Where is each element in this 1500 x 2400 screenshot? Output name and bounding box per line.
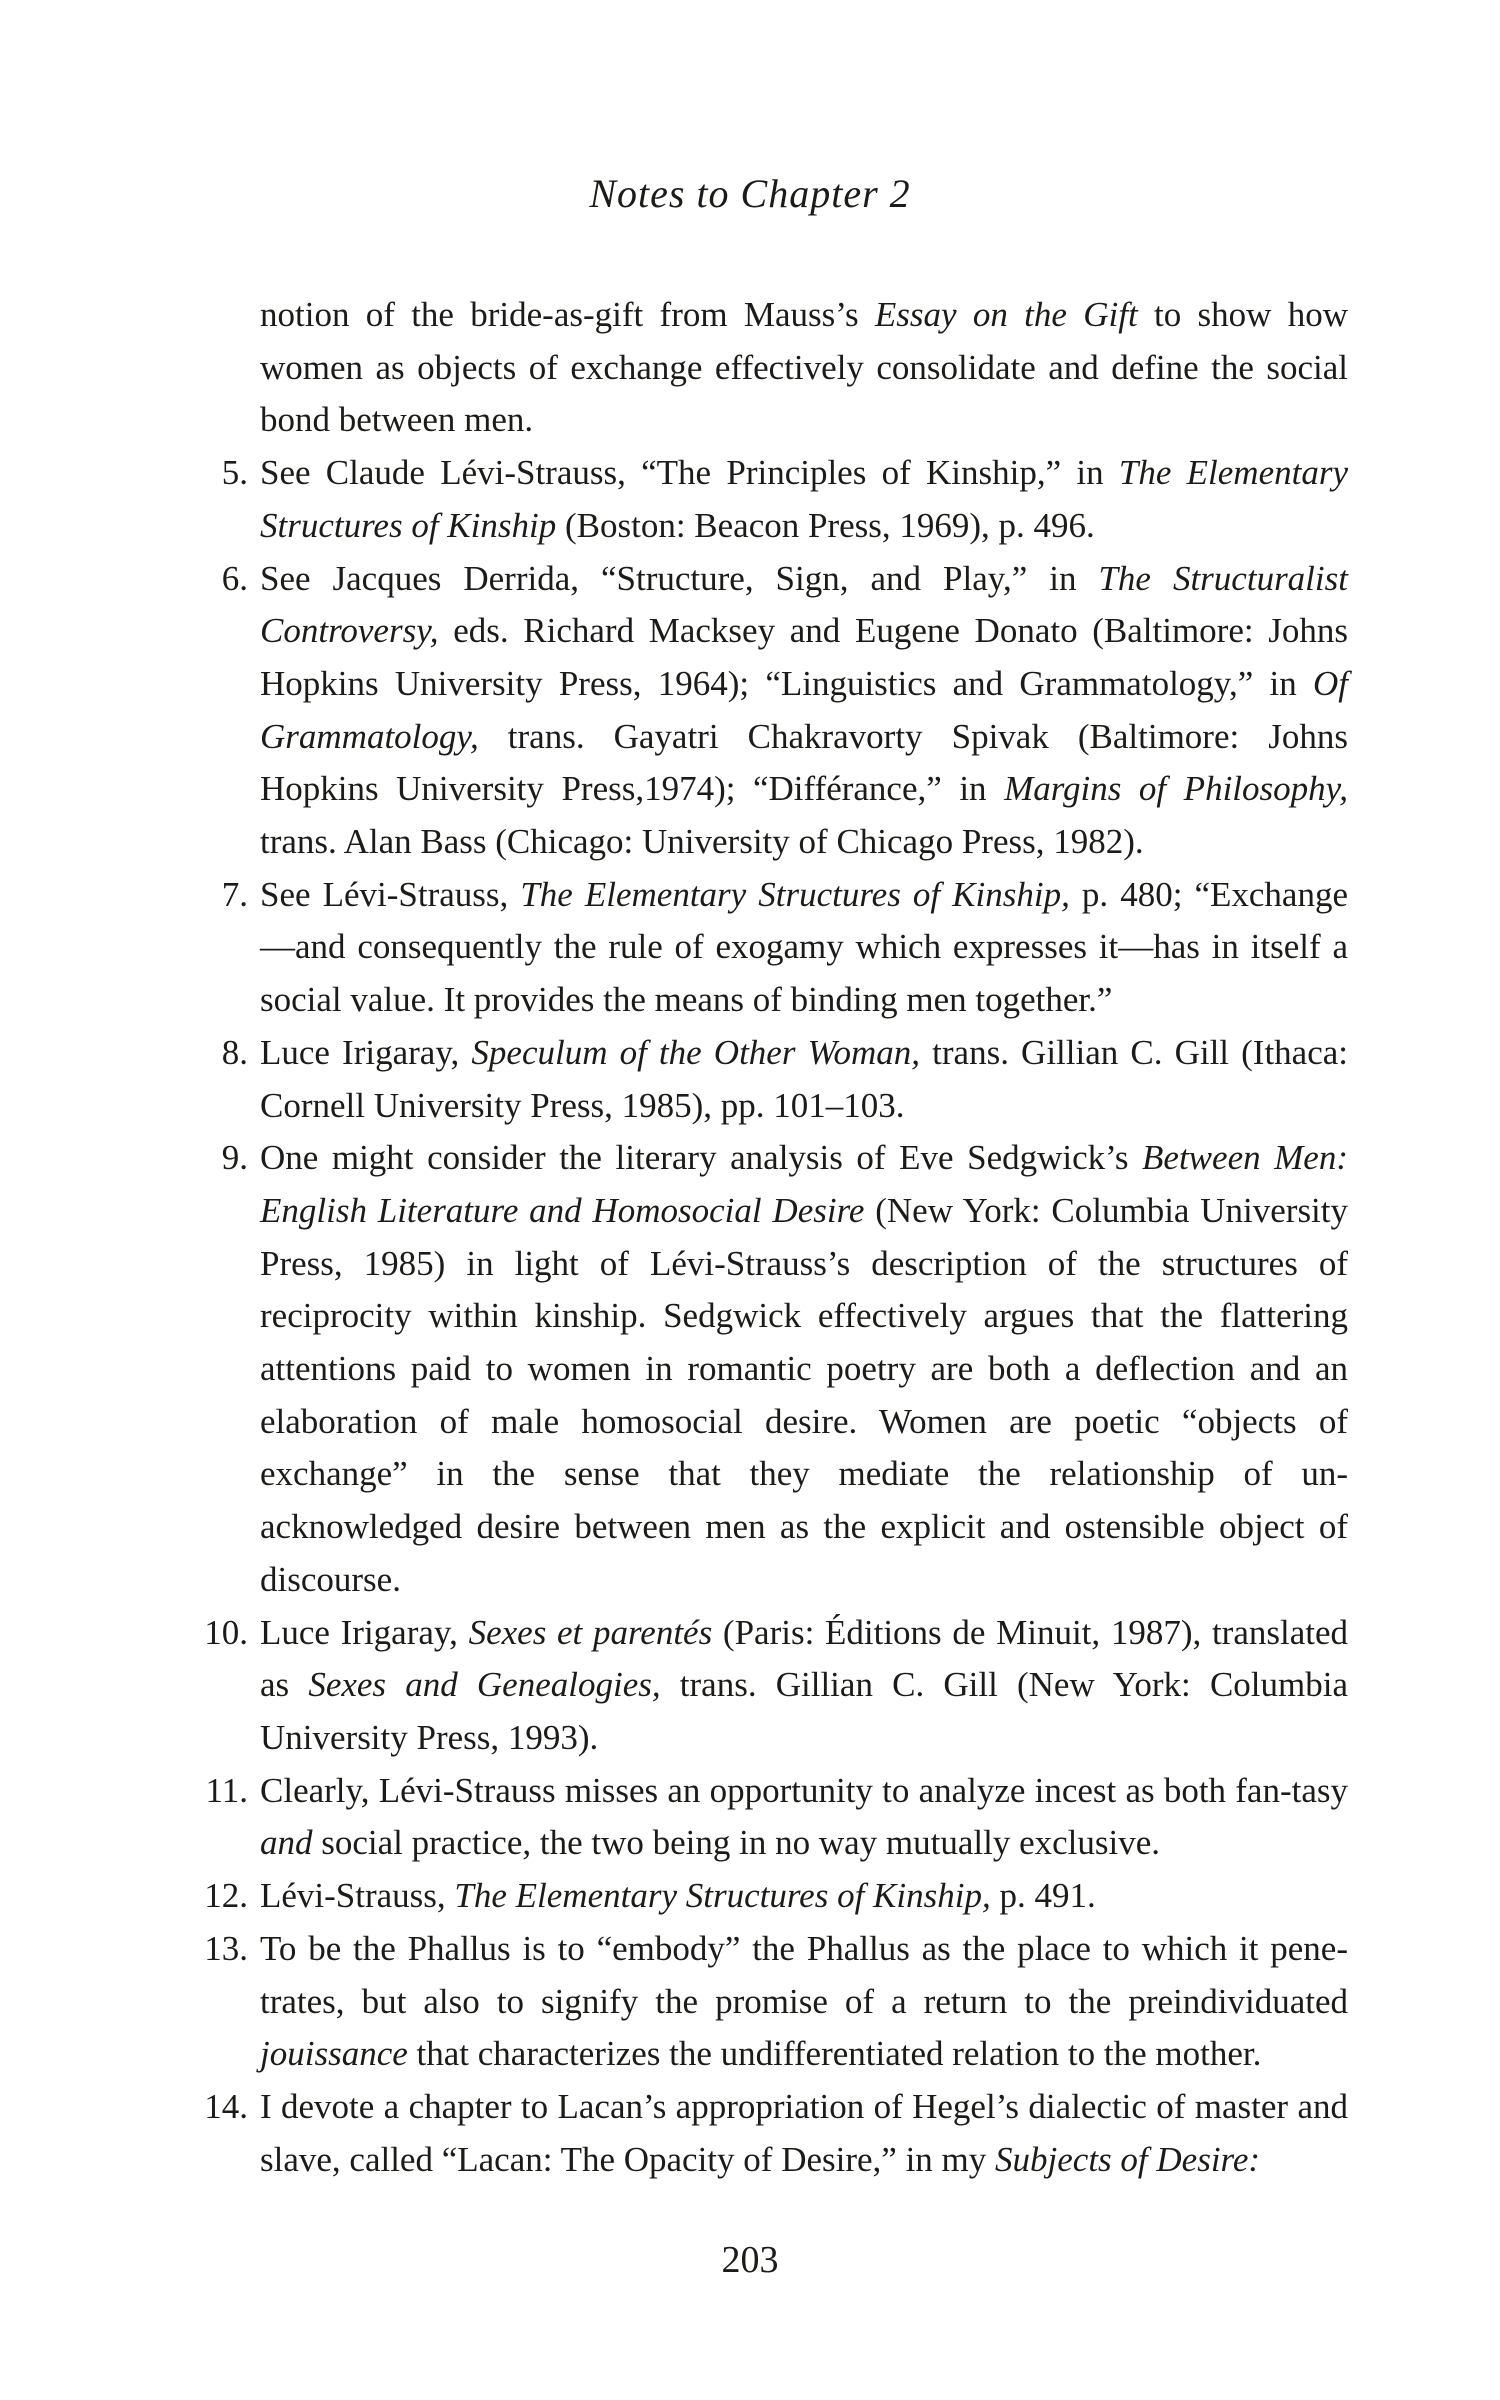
- note-10: [204, 1607, 1348, 1765]
- note-13: [204, 1923, 1348, 2081]
- note-number: 5.: [221, 453, 248, 493]
- note-14: [204, 2081, 1348, 2186]
- note-text: Luce Irigaray, Sexes et parentés (Paris: Éditions de Minuit, 1987), translated as Sexes and Genealogies, trans. Gillian C. Gill (New York: Columbia University Press, 1993).: [260, 1612, 1348, 1757]
- note-text: Luce Irigaray, Speculum of the Other Woman, trans. Gillian C. Gill (Ithaca: Cornell University Press, 1985), pp. 101–103.: [260, 1032, 1348, 1125]
- note-7: [221, 869, 1349, 1027]
- note-number: 13.: [204, 1928, 248, 1968]
- note-text: To be the Phallus is to “embody” the Phallus as the place to which it pene-trates, but also to signify the promise of a return to the preindividuated jouissance that characterizes the undifferentiated relation to the mother.: [260, 1928, 1348, 2074]
- endnotes-list: [204, 289, 1349, 2186]
- note-text: Clearly, Lévi-Strauss misses an opportunity to analyze incest as both fan-tasy and social practice, the two being in no way mutually exclusive.: [260, 1770, 1348, 1863]
- note-number: 7.: [221, 874, 248, 914]
- note-number: 14.: [204, 2086, 248, 2126]
- note-12: [204, 1870, 1348, 1923]
- note-number: 9.: [221, 1138, 248, 1178]
- note-text: I devote a chapter to Lacan’s appropriation of Hegel’s dialectic of master and slave, called “Lacan: The Opacity of Desire,” in my Subjects of Desire:: [260, 2086, 1348, 2179]
- note-11: [205, 1765, 1348, 1870]
- note-number: 12.: [204, 1876, 248, 1916]
- note-text: One might consider the literary analysis of Eve Sedgwick’s Between Men: English Literature and Homosocial Desire (New York: Columbia University Press, 1985) in light of Lévi-Strauss’s description of the structures of reciprocity within kinship. Sedgwick effectively argues that the flattering attentions paid to women in romantic poetry are both a deflection and an elaboration of male homosocial desire. Women are poetic “objects of exchange” in the sense that they mediate the relationship of un-acknowledged desire between men as the explicit and ostensible object of discourse.: [260, 1138, 1349, 1599]
- note-number: 11.: [205, 1770, 248, 1810]
- running-head: Notes to Chapter 2: [589, 171, 911, 216]
- note-number: 10.: [204, 1612, 248, 1652]
- note-number: 6.: [221, 558, 248, 598]
- note-text: See Jacques Derrida, “Structure, Sign, and Play,” in The Structuralist Controversy, eds. Richard Macksey and Eugene Donato (Baltimore: Johns Hopkins University Press, 1964); “Linguistics and Grammatology,” in Of Grammatology, trans. Gayatri Chakravorty Spivak (Baltimore: Johns Hopkins University Press,1974); “Différance,” in Margins of Philosophy, trans. Alan Bass (Chicago: University of Chicago Press, 1982).: [260, 558, 1348, 862]
- note-text: Lévi-Strauss, The Elementary Structures of Kinship, p. 491.: [260, 1876, 1096, 1916]
- note-number: 8.: [221, 1032, 248, 1072]
- note-text: See Lévi-Strauss, The Elementary Structures of Kinship, p. 480; “Exchange—and consequently the rule of exogamy which expresses it—has in itself a social value. It provides the means of binding men together.”: [260, 874, 1349, 1020]
- note-9: [221, 1132, 1349, 1606]
- note-5: [221, 447, 1348, 552]
- note-text: See Claude Lévi-Strauss, “The Principles of Kinship,” in The Elementary Structures of Kinship (Boston: Beacon Press, 1969), p. 496.: [260, 453, 1348, 545]
- page-number: 203: [721, 2239, 779, 2281]
- note-8: [221, 1027, 1348, 1132]
- note-6: [221, 553, 1348, 869]
- note-continuation: notion of the bride-as-gift from Mauss’s Essay on the Gift to show how women as objects of exchange effectively consolidate and define the social bond between men.: [260, 295, 1348, 440]
